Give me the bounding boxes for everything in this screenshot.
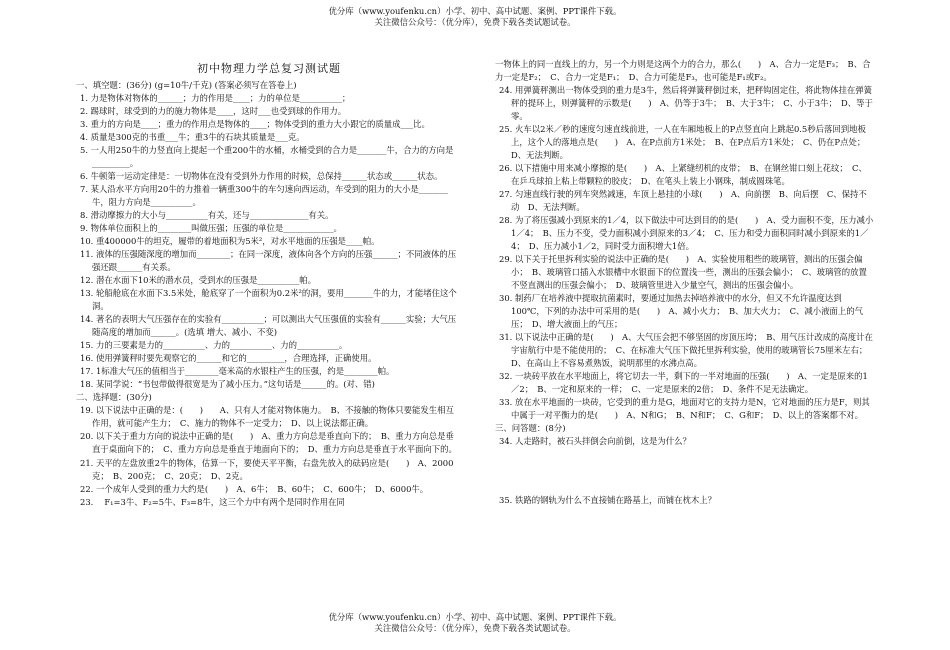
question: 29. 以下关于托里拆利实验的说法中正确的是( ) A、实验使用粗些的玻璃管，测出的压强会偏小； B、玻璃管口插入水银槽中水银面下的位置浅一些，测出的压强会偏小； C、玻璃管的放置不竖直测出的压强会偏小； D、玻璃管里进入少量空气，测出的压强会偏小。 (499, 254, 867, 291)
question: 5. 一人用250牛的力竖直向上提起一个重200牛的水桶，水桶受到的合力是_______牛，合力的方向是_________。 (80, 145, 454, 169)
question: 8. 滑动摩擦力的大小与__________有关，还与______________有关。 (80, 210, 334, 221)
question: 31. 以下说法中正确的是( ) A、大气压会把不够坚固的房顶压垮； B、用气压计改成的高度计在宇宙航行中是不能使用的； C、在标准大气压下做托里拆利实验，使用的玻璃管长75厘米左右； D、在高山上不容易煮熟饭，说明那里的水沸点高。 (499, 332, 873, 369)
question: 34. 人走路时，被石头拌倒会向前倒，这是为什么？ (499, 436, 691, 447)
question: 2. 踢球时，球受到的力的施力物体是____，这时___也受到球的作用力。 (80, 106, 347, 117)
question: 21. 天平的左盘放重2牛的物体，估算一下，要使天平平衡，右盘先放入的砝码应是( ) A、2000克； B、200克； C、20克； D、2克。 (80, 457, 454, 481)
question: 12. 潜在水面下10米的潜水员，受到水的压强是__________帕。 (80, 275, 317, 286)
page-header (0, 6, 950, 29)
question: 17. 1标准大气压的值相当于________毫米高的水银柱产生的压强，约是________帕。 (80, 366, 395, 377)
question: 7. 某人沿水平方向用20牛的力推着一辆重300牛的车匀速向西运动，车受到的阻力的大小是_______牛，阻力方向是__________。 (80, 184, 449, 208)
question: 11. 液体的压强随深度的增加而________；在同一深度，液体向各个方向的压强______；不同液体的压强还跟______有关系。 (80, 249, 457, 273)
question: 15. 力的三要素是力的__________、力的__________、力的__________。 (80, 340, 348, 351)
question: 一物体上的同一直线上的力，另一个力则是这两个力的合力，那么( ) A、合力一定是F₃； B、合力一定是F₂； C、合力一定是F₁； D、合力可能是F₃，也可能是F₁或F₂。 (495, 59, 871, 83)
question: 16. 使用弹簧秤时要先观察它的______和它的_________，合理选择，正确使用。 (80, 353, 377, 364)
header-line-1: 优分库（www.youfenku.cn）小学、初中、高中试题、案例、PPT课件下载。 (328, 6, 622, 16)
question: 22. 一个成年人受到的重力大约是( ) A、6牛； B、60牛； C、600牛； D、6000牛。 (80, 483, 429, 494)
page-footer (0, 612, 950, 635)
question: 4. 质量是300克的书重___牛；重3牛的石块其质量是___克。 (80, 132, 305, 143)
question: 35. 铁路的钢轨为什么不直接铺在路基上，而铺在枕木上？ (499, 495, 716, 506)
question: 30. 制药厂在培养液中提取抗菌素时，要通过加热去掉培养液中的水分，但又不允许温度达到100℃，下列的办法中可采用的是( ) A、减小火力； B、加大火力； C、减小液面上的气压； D、增大液面上的气压； (499, 293, 863, 330)
section-heading: 一、填空题：(36分) (g=10牛/千克) (答案必须写在答卷上) (76, 80, 297, 91)
question: 3. 重力的方向是____；重力的作用点是物体的____；物体受到的重力大小跟它的质量成___比。 (80, 119, 430, 130)
question: 1. 力是物体对物体的______；力的作用是____；力的单位是__________； (80, 93, 351, 104)
answer-space (495, 448, 875, 494)
question: 32. 一块砖平放在水平地面上，将它切去一半，剩下的一半对地面的压强( ) A、一定是原来的1／2； B、一定和原来的一样； C、一定是原来的2倍； D、条件不足无法确定。 (499, 371, 868, 395)
question: 23. F₁=3牛、F₂=5牛、F₃=8牛，这三个力中有两个是同时作用在同 (80, 496, 345, 507)
right-column (495, 58, 875, 507)
question: 24. 用弹簧秤测出一物体受到的重力是3牛，然后将弹簧秤倒过来，把秤钩固定住，将此物体挂在弹簧秤的提环上，则弹簧秤的示数是( ) A、仍等于3牛； B、大于3牛； C、小于3牛； D、等于零。 (499, 85, 873, 122)
question: 18. 某同学说：“书包带做得很宽是为了减小压力。”这句话是______的。(对、错) (80, 379, 375, 390)
question: 26. 以下措施中用来减小摩擦的是( ) A、上紧缝纫机的皮带； B、在钢丝钳口刻上花纹； C、在乒乓球拍上粘上带颗粒的胶皮； D、在笔头上装上小钢珠，制成圆珠笔。 (499, 163, 867, 187)
question: 19. 以下说法中正确的是：( ) A、只有人才能对物体施力。 B、不接触的物体只要能发生相互作用，就可能产生力； C、施力的物体不一定受力； D、以上说法都正确。 (80, 405, 454, 429)
left-column (76, 60, 462, 509)
header-line-2: 关注微信公众号：（优分库），免费下载各类试题试卷。 (374, 17, 576, 28)
section-heading: 二、选择题：(30分) (76, 392, 152, 403)
question: 25. 火车以2米／秒的速度匀速直线前进，一人在车厢地板上的P点竖直向上跳起0.5秒后落回到地板上，这个人的落地点是( ) A、在P点前方1米处； B、在P点后方1米处； C、仍在P点处； D、无法判断。 (499, 124, 870, 161)
footer-line-1: 优分库（www.youfenku.cn）小学、初中、高中试题、案例、PPT课件下载。 (328, 612, 622, 622)
question: 20. 以下关于重力方向的说法中正确的是( ) A、重力方向总是垂直向下的； B、重力方向总是垂直于桌面向下的； C、重力方向总是垂直于地面向下的； D、重力方向总是垂直于水平面向下的。 (80, 431, 457, 455)
footer-line-2: 关注微信公众号：（优分库），免费下载各类试题试卷。 (374, 623, 576, 634)
question: 9. 物体单位面积上的________叫做压强；压强的单位是____________。 (80, 223, 342, 234)
question: 6. 牛顿第一运动定律是：一切物体在没有受到外力作用的时候，总保持______状态或______状态。 (80, 171, 443, 182)
question: 27. 匀速直线行驶的列车突然减速，车顶上悬挂的小球( ) A、向前摆 B、向后摆 C、保持不动 D、无法判断。 (499, 189, 867, 213)
question: 28. 为了将压强减小到原来的1／4，以下做法中可达到目的的是( ) A、受力面积不变，压力减小1／4； B、压力不变，受力面积减小到原来的3／4； C、压力和受力面积同时减小到原来的1／4； D、压力减小1／2，同时受力面积增大1倍。 (499, 215, 874, 252)
document-title: 初中物理力学总复习测试题 (197, 62, 341, 75)
question: 13. 轮船舱底在水面下3.5米处，舱底穿了一个面积为0.2米²的洞，要用_______牛的力，才能堵住这个洞。 (80, 288, 457, 312)
question: 10. 重400000牛的坦克，履带的着地面积为5米²，对水平地面的压强是____帕。 (80, 236, 380, 247)
section-heading: 三、问答题：(8分) (495, 423, 566, 434)
question: 33. 放在水平地面的一块砖，它受到的重力是G，地面对它的支持力是N，它对地面的压力是F，则其中属于一对平衡力的是( ) A、N和G； B、N和F； C、G和F； D、以上的答案都不对。 (499, 397, 870, 421)
question: 14. 著名的表明大气压强存在的实验有__________；可以测出大气压强值的实验有______实验；大气压随高度的增加而______。(选填 增大、减小、不变) (80, 314, 457, 338)
